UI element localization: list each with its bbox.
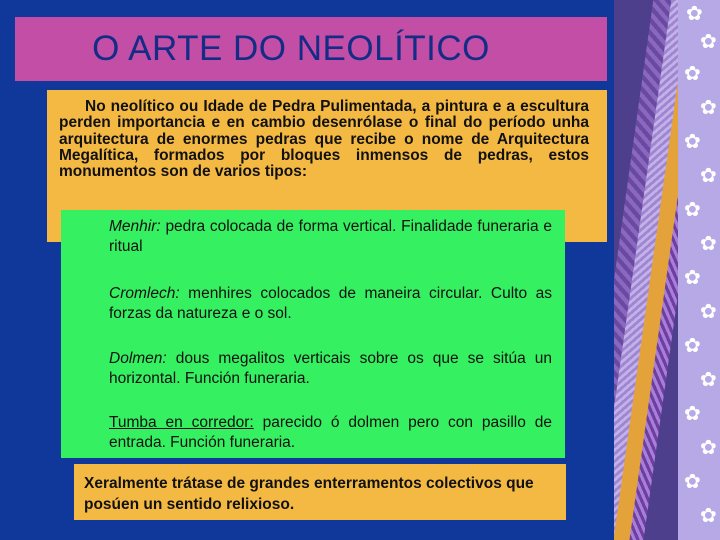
monument-types-box xyxy=(61,210,565,458)
flower-icon: ✿ xyxy=(700,97,717,119)
desc-menhir: pedra colocada de forma vertical. Finalidade funeraria e ritual xyxy=(109,218,552,256)
desc-tumba-en-corredor: parecido ó dolmen pero con pasillo de entrada. Función funeraria. xyxy=(109,414,552,452)
slide-title: O ARTE DO NEOLÍTICO xyxy=(92,29,490,68)
list-item-tumba xyxy=(109,413,552,454)
flower-icon: ✿ xyxy=(684,335,701,357)
desc-dolmen: dous megalitos verticais sobre os que se sitúa un horizontal. Función funeraria. xyxy=(109,350,552,388)
flower-icon: ✿ xyxy=(684,403,701,425)
flower-icon: ✿ xyxy=(700,233,717,255)
flower-icon: ✿ xyxy=(684,471,701,493)
list-item-dolmen xyxy=(109,349,552,390)
flower-icon: ✿ xyxy=(700,165,717,187)
title-box xyxy=(15,17,607,81)
flower-icon: ✿ xyxy=(700,505,717,527)
term-cromlech: Cromlech: xyxy=(109,285,180,302)
flower-icon: ✿ xyxy=(700,31,717,53)
flower-icon: ✿ xyxy=(684,199,701,221)
term-dolmen: Dolmen: xyxy=(109,350,167,367)
conclusion-box xyxy=(74,464,566,520)
term-tumba-en-corredor: Tumba en corredor: xyxy=(109,414,254,431)
flower-icon: ✿ xyxy=(684,267,701,289)
flower-icon: ✿ xyxy=(700,369,717,391)
desc-cromlech: menhires colocados de maneira circular. Culto as forzas da natureza e o sol. xyxy=(109,285,552,323)
flower-icon: ✿ xyxy=(686,3,703,25)
flower-icon: ✿ xyxy=(684,63,701,85)
flower-icon: ✿ xyxy=(700,301,717,323)
list-item-menhir xyxy=(109,217,552,258)
flower-icon: ✿ xyxy=(684,131,701,153)
flower-icon: ✿ xyxy=(700,437,717,459)
list-item-cromlech xyxy=(109,284,552,325)
decorative-border xyxy=(614,0,720,540)
intro-paragraph: No neolítico ou Idade de Pedra Pulimentada, a pintura e a escultura perden importancia e en cambio desenrólase o final do período unha arquitectura de enormes pedras que recibe o nome de Arquitectura Megalítica, formados por bloques inmensos de pedras, estos monumentos son de varios tipos: xyxy=(59,98,589,181)
term-menhir: Menhir: xyxy=(109,218,161,235)
conclusion-text: Xeralmente trátase de grandes enterramentos colectivos que posúen un sentido relixioso. xyxy=(84,475,534,513)
